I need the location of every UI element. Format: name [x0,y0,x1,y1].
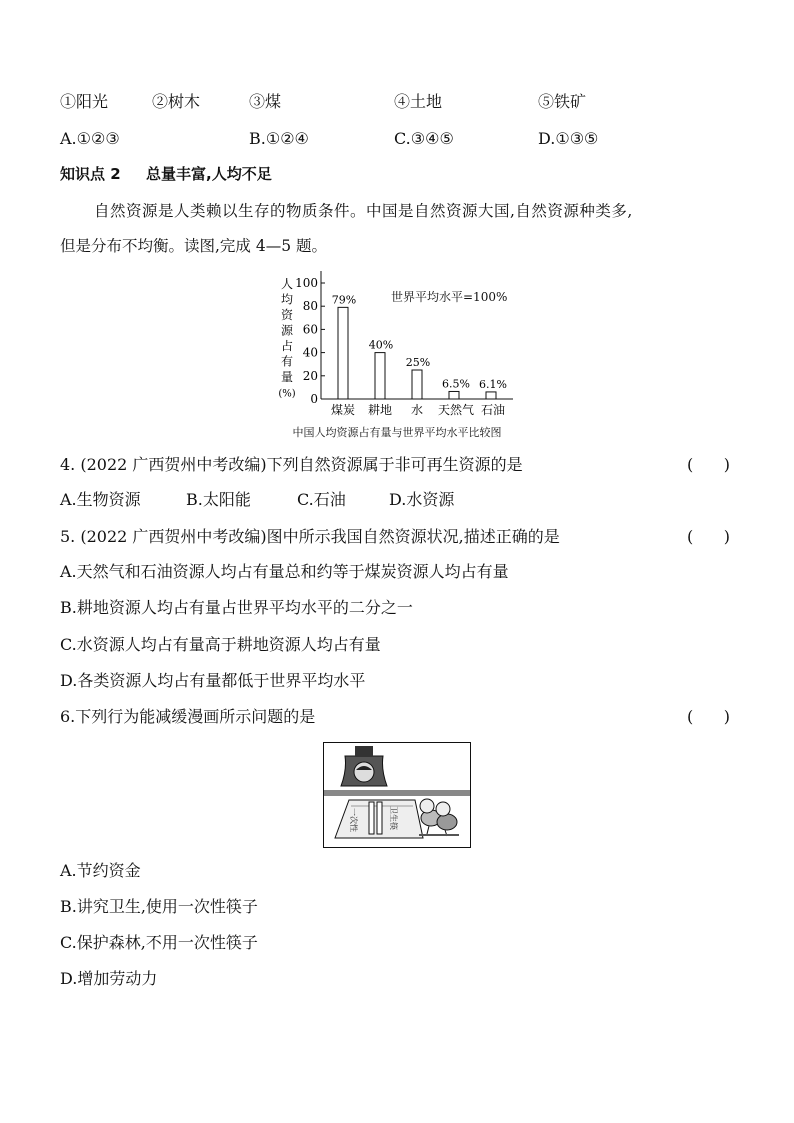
q6-option-c: C.保护森林,不用一次性筷子 [60,933,258,952]
q4-option-c: C.石油 [297,490,346,509]
value-label-0: 79% [331,293,357,307]
q3-item-4: ④土地 [394,92,443,111]
y-tick-label: 40 [302,345,318,360]
category-label-4: 石油 [480,403,506,417]
value-label-2: 25% [405,356,431,369]
q5-option-a: A.天然气和石油资源人均占有量总和约等于煤炭资源人均占有量 [60,562,509,581]
y-axis-label [278,277,295,400]
intro-line-2: 但是分布不均衡。读图,完成 4—5 题。 [60,237,328,255]
bars [338,307,496,399]
y-tick-label: 0 [310,392,318,406]
q6-option-b: B.讲究卫生,使用一次性筷子 [60,897,258,916]
q3-option-b: B.①②④ [249,129,309,148]
section-label: 知识点 2 [60,165,121,183]
q3-item-5: ⑤铁矿 [538,92,587,111]
y-axis-label-char: 源 [280,323,294,338]
category-label-1: 耕地 [367,403,393,417]
y-axis-label-char: 资 [280,308,294,322]
category-label-3: 天然气 [437,403,475,417]
y-tick-label: 60 [302,322,318,337]
q5-option-c: C.水资源人均占有量高于耕地资源人均占有量 [60,635,381,654]
q6-option-a: A.节约资金 [60,861,141,880]
q5-option-d: D.各类资源人均占有量都低于世界平均水平 [60,671,366,690]
chart-annotation: 世界平均水平=100% [391,290,508,304]
q4-option-b: B.太阳能 [186,490,251,509]
value-label-3: 6.5% [442,377,470,391]
q3-option-c: C.③④⑤ [394,129,454,148]
q6-answer-paren: ( ) [687,707,730,726]
q5-answer-paren: ( ) [687,527,730,546]
y-axis-label-char: (%) [278,388,296,400]
y-axis-label-char: 有 [280,354,294,369]
chopsticks-cartoon [323,742,471,848]
q4-option-a: A.生物资源 [60,490,141,509]
chart-title: 中国人均资源占有量与世界平均水平比较图 [292,426,502,439]
bar-2 [412,370,422,399]
q4-option-d: D.水资源 [389,490,455,509]
q5-option-b: B.耕地资源人均占有量占世界平均水平的二分之一 [60,598,413,617]
y-axis-label-char: 占 [280,339,294,353]
q4-answer-paren: ( ) [687,455,730,474]
value-label-1: 40% [368,338,394,352]
cartoon-text-disposable: 一次性 [349,808,358,832]
y-tick-label: 100 [295,276,318,290]
bar-4 [486,392,496,399]
q3-item-1: ①阳光 [60,92,109,111]
y-tick-label: 80 [302,299,318,314]
q3-option-d: D.①③⑤ [538,129,599,148]
category-label-0: 煤炭 [330,403,356,417]
cartoon-text-chopsticks: 卫生筷 [389,806,398,830]
category-label-2: 水 [410,403,424,417]
q5-stem: 5. (2022 广西贺州中考改编)图中所示我国自然资源状况,描述正确的是 [60,527,560,546]
bar-3 [449,391,459,399]
y-axis-label-char: 量 [280,370,294,384]
value-label-4: 6.1% [479,377,507,391]
q3-item-3: ③煤 [249,92,282,111]
bar-0 [338,307,348,399]
category-labels [331,402,505,417]
y-tick-label: 20 [302,368,318,383]
q6-option-d: D.增加劳动力 [60,969,158,988]
q6-stem: 6.下列行为能减缓漫画所示问题的是 [60,707,316,726]
q3-item-2: ②树木 [152,92,201,111]
q3-option-a: A.①②③ [60,129,120,148]
bar-1 [375,353,385,399]
y-axis-label-char: 人 [280,277,294,291]
q4-stem: 4. (2022 广西贺州中考改编)下列自然资源属于非可再生资源的是 [60,455,523,474]
intro-line-1: 自然资源是人类赖以生存的物质条件。中国是自然资源大国,自然资源种类多, [94,202,633,220]
y-axis-label-char: 均 [280,292,294,307]
resource-chart [0,262,794,442]
section-title: 总量丰富,人均不足 [146,165,272,183]
